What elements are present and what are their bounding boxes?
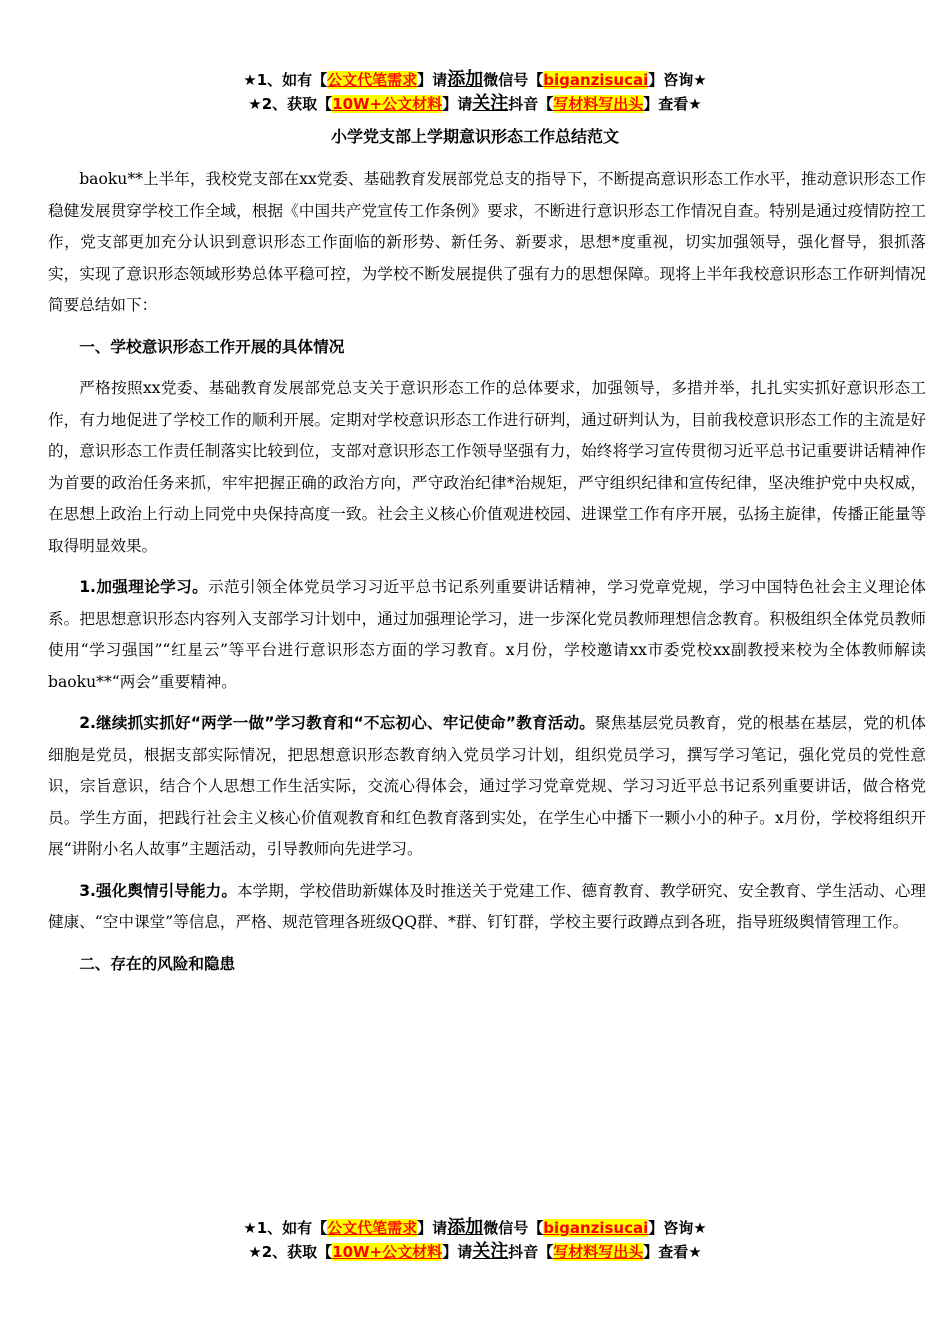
promo-highlight: 公文代笔需求 [327, 71, 418, 89]
promo-text: ★2、获取【 [248, 1243, 333, 1261]
promo-highlight: 公文代笔需求 [327, 1219, 418, 1237]
item-1-text: 示范引领全体党员学习习近平总书记系列重要讲话精神，学习党章党规，学习中国特色社会主义理论体系。把思想意识形态内容列入支部学习计划中，通过加强理论学习，进一步深化党员教师理想信念教育。积极组织全体党员教师使用“学习强国”“红星云”等平台进行意识形态方面的学习教育。x月份，学校邀请xx市委党校xx副教授来校为全体教师解读baoku**“两会”重要精神。 [48, 578, 926, 691]
document-body [48, 164, 926, 990]
item-3-text: 本学期，学校借助新媒体及时推送关于党建工作、德育教育、教学研究、安全教育、学生活动、心理健康、“空中课堂”等信息，严格、规范管理各班级QQ群、*群、钉钉群，学校主要行政蹲点到各班，指导班级舆情管理工作。 [48, 881, 926, 931]
promo-highlight: biganzisucai [543, 71, 649, 89]
item-2-lead: 2.继续抓实抓好“两学一做”学习教育和“不忘初心、牢记使命”教育活动。 [79, 714, 596, 732]
promo-footer [0, 1216, 950, 1264]
document-title: 小学党支部上学期意识形态工作总结范文 [330, 127, 619, 146]
promo-text: 微信号【 [483, 71, 544, 89]
section-2-heading: 二、存在的风险和隐患 [79, 954, 236, 973]
promo-text: 】咨询★ [648, 71, 707, 89]
promo-line-1 [0, 68, 950, 92]
promo-text: 】查看★ [643, 1243, 702, 1261]
promo-highlight: 写材料写出头 [553, 1243, 644, 1261]
promo-text: 微信号【 [483, 1219, 544, 1237]
promo-header [0, 68, 950, 116]
promo-text: 】请 [417, 71, 448, 89]
item-2-paragraph [48, 708, 926, 866]
item-1-lead: 1.加强理论学习。 [79, 578, 209, 596]
promo-emphasis: 添加 [447, 69, 484, 90]
promo-line-2 [0, 1240, 950, 1264]
promo-emphasis: 添加 [447, 1217, 484, 1238]
promo-text: 】查看★ [643, 95, 702, 113]
promo-highlight: biganzisucai [543, 1219, 649, 1237]
promo-text: 】请 [442, 1243, 473, 1261]
promo-highlight: 10W+公文材料 [332, 1243, 443, 1261]
section-1-heading: 一、学校意识形态工作开展的具体情况 [79, 337, 345, 356]
promo-line-1 [0, 1216, 950, 1240]
promo-highlight: 写材料写出头 [553, 95, 644, 113]
promo-text: ★2、获取【 [248, 95, 333, 113]
promo-emphasis: 关注 [472, 93, 509, 114]
promo-highlight: 10W+公文材料 [332, 95, 443, 113]
promo-text: 】请 [442, 95, 473, 113]
item-1-paragraph [48, 572, 926, 698]
section-1-paragraph: 严格按照xx党委、基础教育发展部党总支关于意识形态工作的总体要求，加强领导，多措并举，扎扎实实抓好意识形态工作，有力地促进了学校工作的顺利开展。定期对学校意识形态工作进行研判，通过研判认为，目前我校意识形态工作的主流是好的，意识形态工作责任制落实比较到位，支部对意识形态工作领导坚强有力，始终将学习宣传贯彻习近平总书记重要讲话精神作为首要的政治任务来抓，牢牢把握正确的政治方向，严守政治纪律*治规矩，严守组织纪律和宣传纪律，坚决维护党中央权威，在思想上政治上行动上同党中央保持高度一致。社会主义核心价值观进校园、进课堂工作有序开展，弘扬主旋律，传播正能量等取得明显效果。 [48, 379, 926, 555]
promo-text: 抖音【 [508, 95, 554, 113]
promo-text: 】请 [417, 1219, 448, 1237]
promo-line-2 [0, 92, 950, 116]
promo-text: ★1、如有【 [243, 71, 328, 89]
promo-text: 抖音【 [508, 1243, 554, 1261]
item-2-text: 聚焦基层党员教育，党的根基在基层，党的机体细胞是党员，根据支部实际情况，把思想意识形态教育纳入党员学习计划，组织党员学习，撰写学习笔记，强化党员的党性意识，宗旨意识，结合个人思想工作生活实际，交流心得体会，通过学习党章党规、学习习近平总书记系列重要讲话，做合格党员。学生方面，把践行社会主义核心价值观教育和红色教育落到实处，在学生心中播下一颗小小的种子。x月份，学校将组织开展“讲附小名人故事”主题活动，引导教师向先进学习。 [48, 714, 926, 858]
item-3-lead: 3.强化舆情引导能力。 [79, 881, 237, 900]
promo-text: 】咨询★ [648, 1219, 707, 1237]
promo-text: ★1、如有【 [243, 1219, 328, 1237]
intro-paragraph: baoku**上半年，我校党支部在xx党委、基础教育发展部党总支的指导下，不断提高意识形态工作水平，推动意识形态工作稳健发展贯穿学校工作全域，根据《中国共产党宣传工作条例》要求，不断进行意识形态工作情况自查。特别是通过疫情防控工作，党支部更加充分认识到意识形态工作面临的新形势、新任务、新要求，思想*度重视，切实加强领导，强化督导，狠抓落实，实现了意识形态领域形势总体平稳可控，为学校不断发展提供了强有力的思想保障。现将上半年我校意识形态工作研判情况简要总结如下： [48, 170, 926, 314]
promo-emphasis: 关注 [472, 1241, 509, 1262]
item-3-paragraph [48, 876, 926, 939]
